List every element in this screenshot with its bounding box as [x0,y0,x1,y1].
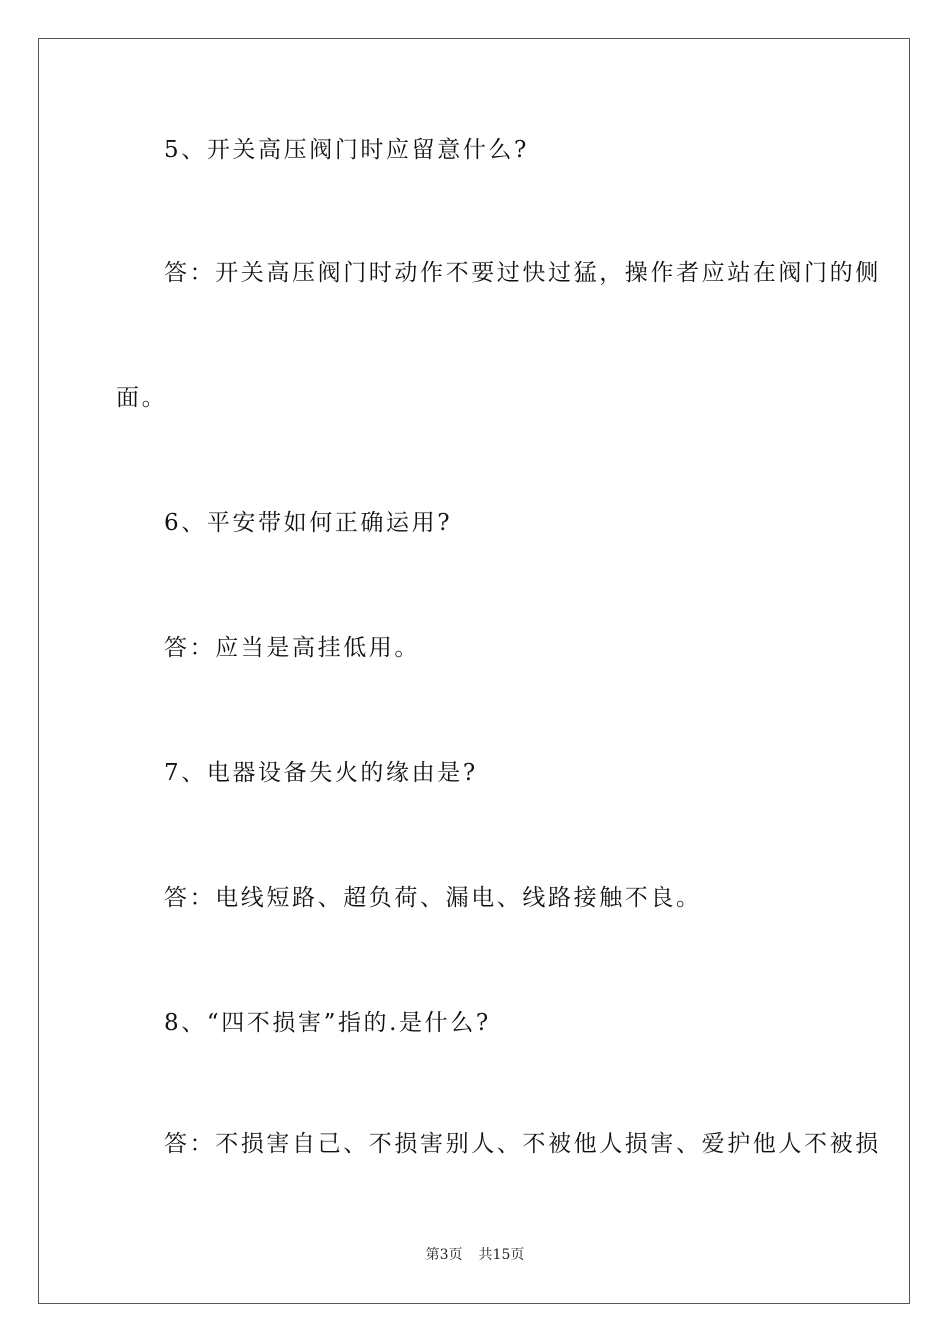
question-5: 5、开关高压阀门时应留意什么? [164,137,529,163]
answer-6: 答：应当是高挂低用。 [164,635,420,661]
question-8: 8、“四不损害”指的.是什么? [164,1010,491,1036]
question-7: 7、电器设备失火的缘由是? [164,760,478,786]
page-total: 共15页 [478,1247,525,1263]
answer-5-line-1: 答：开关高压阀门时动作不要过快过猛，操作者应站在阀门的侧 [164,260,881,286]
page-footer [0,1246,950,1264]
page-border [38,38,910,1304]
answer-5-line-2: 面。 [116,385,168,411]
answer-7: 答：电线短路、超负荷、漏电、线路接触不良。 [164,885,702,911]
page-number: 第3页 [425,1247,463,1263]
answer-8-line-1: 答：不损害自己、不损害别人、不被他人损害、爱护他人不被损 [164,1131,881,1157]
question-6: 6、平安带如何正确运用? [164,510,453,536]
